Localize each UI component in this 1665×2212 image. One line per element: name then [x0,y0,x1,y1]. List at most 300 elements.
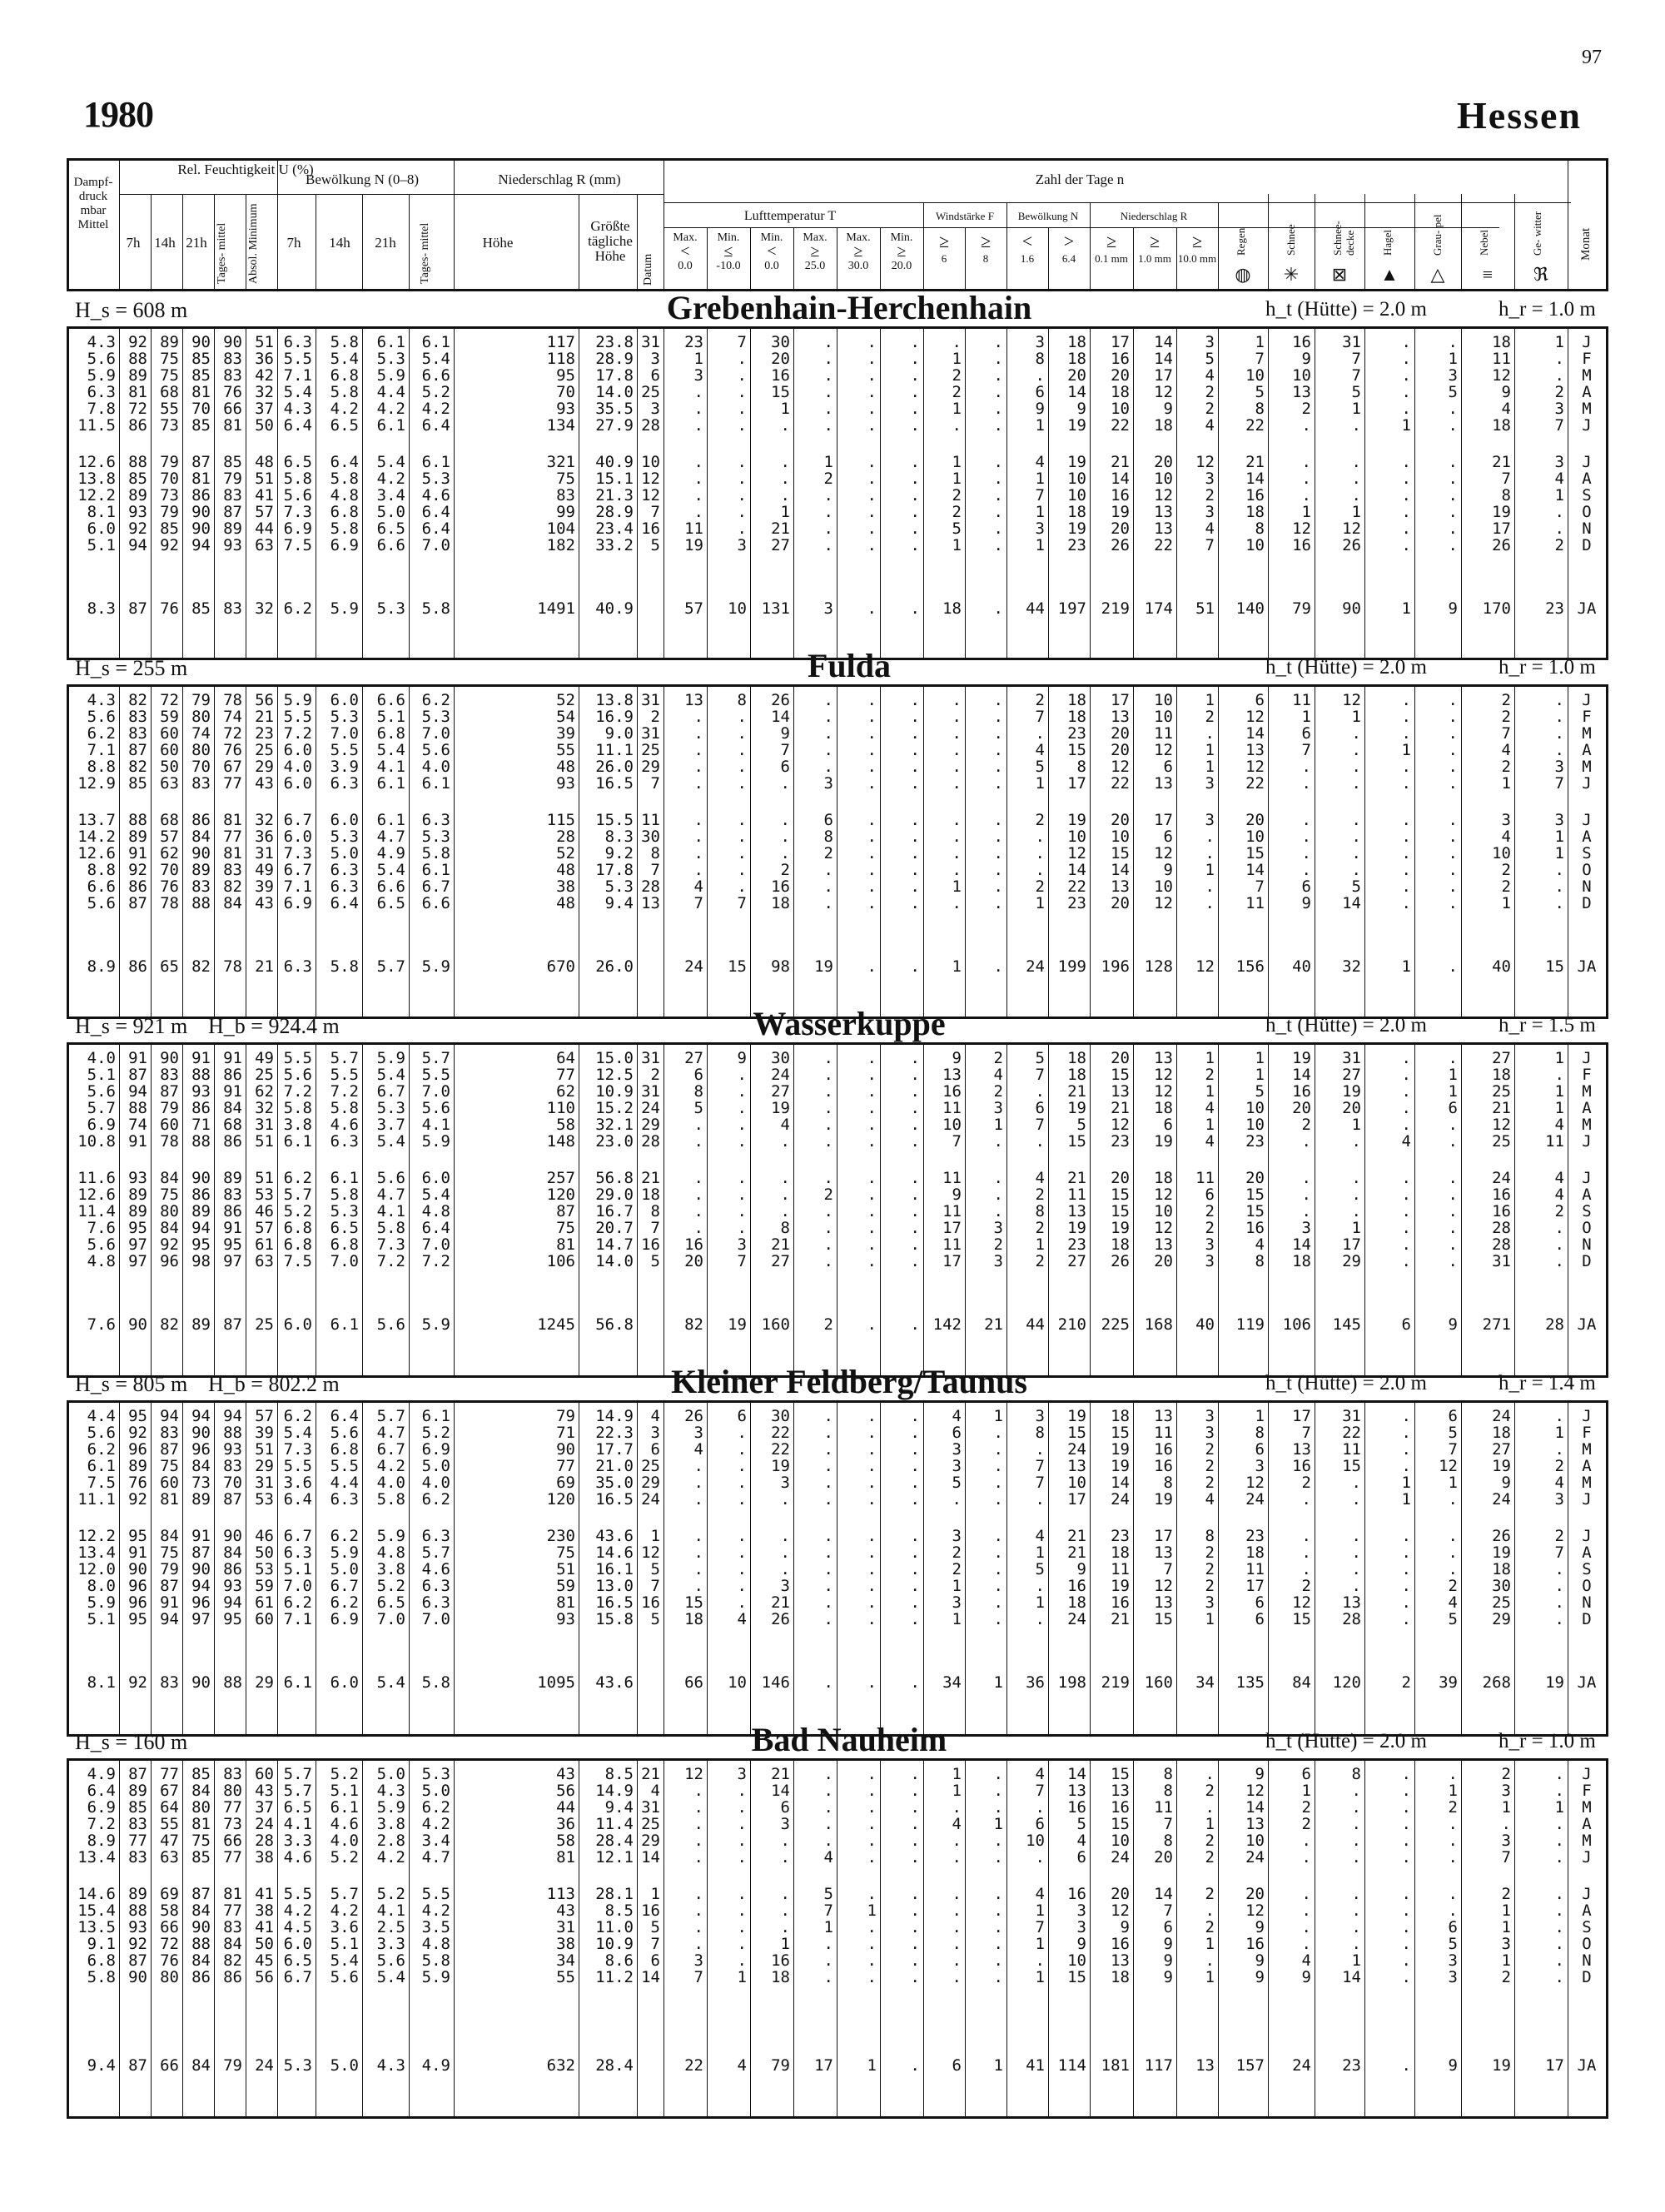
cell: . [1351,1918,1361,1936]
cell: 73 [160,416,179,435]
cell: 91 [128,1543,147,1562]
cell: . [993,894,1003,912]
cell: 50 [160,758,179,776]
cell: . [737,1457,747,1475]
cell: 6 [1035,1099,1045,1117]
cell: 6.9 [87,1116,116,1134]
cell: 55 [160,400,179,418]
cell: 5 [650,1560,660,1578]
cell: 5.7 [330,1885,359,1903]
cell: . [693,844,703,862]
cell: 31 [255,1116,274,1134]
cell: 6.0 [330,811,359,829]
cell: 14 [1067,383,1086,401]
cell: 89 [191,1202,211,1220]
cell: 10 [1245,366,1265,385]
cell: . [780,1202,790,1220]
phenomenon-col: Schnee- decke [1331,221,1356,256]
cell: 2 [1205,486,1215,505]
cell: 106 [546,1252,575,1270]
cell: . [823,741,833,759]
cell: 34 [556,1951,575,1970]
cell: . [993,844,1003,862]
cell: 70 [160,470,179,488]
cell: 75 [160,350,179,368]
cell: . [1554,1935,1564,1953]
cell: 98 [191,1252,211,1270]
cell: . [910,774,920,793]
cell: 74 [223,708,242,726]
cell: . [1401,503,1411,521]
cell: 7 [1301,1424,1311,1442]
cell: 5.9 [330,1543,359,1562]
cell: . [737,1132,747,1151]
month-row [69,692,1606,708]
cell: . [910,1577,920,1595]
cell: 1 [1448,1782,1458,1800]
cell: . [993,1543,1003,1562]
cell: 27 [1492,1440,1511,1459]
dampf-header-line: mbar [80,204,107,217]
cell: 4.9 [376,844,405,862]
cell: 12 [1245,1782,1265,1800]
cell: 1 [952,957,962,976]
cell: 54 [556,708,575,726]
cell: . [993,1560,1003,1578]
cell: . [1401,758,1411,776]
cell: . [823,691,833,709]
cell: 18 [1067,333,1086,351]
cell: . [910,877,920,896]
cell: 4 [993,1066,1003,1084]
cell: 27 [1342,1066,1361,1084]
bew-col: 7h [286,235,301,251]
cell: . [693,1577,703,1595]
cell: 16 [641,1901,660,1920]
cell: . [693,1798,703,1817]
cell: 2 [823,470,833,488]
cell: . [780,1885,790,1903]
cell: . [1351,861,1361,879]
cell: . [693,1202,703,1220]
cell: 6.8 [283,1235,312,1254]
cell: . [1401,1782,1411,1800]
cell: F [1582,350,1592,368]
cell: 83 [223,599,242,618]
cell: . [823,1457,833,1475]
cell: 12 [1154,844,1173,862]
cell: 8 [1035,1202,1045,1220]
cell: 46 [255,1202,274,1220]
cell: . [780,453,790,471]
cell: 59 [255,1577,274,1595]
cell: 90 [556,1440,575,1459]
cell: . [867,400,877,418]
cell: 6.1 [421,1407,450,1425]
cell: 1 [1035,416,1045,435]
cell [637,1316,664,1333]
cell: . [952,1832,962,1850]
cell: 56.8 [595,1169,634,1187]
cell: . [867,1815,877,1833]
cell: 12 [1154,486,1173,505]
cell: J [1582,774,1592,793]
cell: 89 [128,1782,147,1800]
cell: . [1554,1782,1564,1800]
cell: 15 [684,1593,703,1612]
cell: 6.5 [330,416,359,435]
cell: . [952,861,962,879]
cell: 86 [223,1202,242,1220]
cell: 8.9 [87,1832,116,1850]
cell: 7 [1035,1918,1045,1936]
cell: . [952,828,962,846]
cell: . [737,1490,747,1509]
cell: 3 [823,774,833,793]
cell: 10 [728,1673,747,1692]
cell: 14 [1292,1235,1311,1254]
cell: 7 [1205,536,1215,554]
cell: 43 [255,894,274,912]
cell: 90 [191,844,211,862]
cell: 87 [128,1066,147,1084]
cell: 9 [1255,1951,1265,1970]
cell: 77 [223,1901,242,1920]
cell: 3 [1205,1424,1215,1442]
cell: . [1448,1186,1458,1204]
cell: . [780,1832,790,1850]
cell: 84 [223,1543,242,1562]
cell: 5 [1255,1082,1265,1101]
cell: . [1301,1918,1311,1936]
cell: . [993,1848,1003,1867]
cell: 40 [1492,957,1511,976]
cell: 16 [1111,1798,1130,1817]
cell: 18 [1067,1049,1086,1067]
cell: 1 [1501,894,1511,912]
cell: 6.1 [283,1673,312,1692]
cell: 21 [1067,1169,1086,1187]
cell: 17 [1067,1490,1086,1509]
cell: 7.1 [283,366,312,385]
cell: O [1582,1219,1592,1237]
cell: 73 [191,1474,211,1492]
month-row [69,1491,1606,1508]
cell: 6 [1301,724,1311,743]
cell: 97 [128,1252,147,1270]
cell: 10 [1067,1951,1086,1970]
station-data [69,1050,1606,1333]
cell: 75 [160,1186,179,1204]
cell: 5.4 [421,1186,450,1204]
cell: 6 [650,366,660,385]
cell: . [737,774,747,793]
cell: N [1582,877,1592,896]
cell: 4.3 [376,1782,405,1800]
cell: 99 [556,503,575,521]
cell: 6 [650,1951,660,1970]
cell: . [737,1832,747,1850]
cell: 5.6 [421,1099,450,1117]
cell: . [867,453,877,471]
cell: . [1035,1082,1045,1101]
cell: 18 [1067,1593,1086,1612]
cell: . [693,1116,703,1134]
cell: 6.0 [283,774,312,793]
cell: 4.4 [87,1407,116,1425]
cell: 93 [191,1082,211,1101]
cell: 11 [942,1235,962,1254]
cell: 25 [255,1066,274,1084]
cell: 41 [255,1885,274,1903]
cell: . [1448,1560,1458,1578]
month-row [69,1849,1606,1866]
cell: 1 [650,1885,660,1903]
cell: . [910,1219,920,1237]
cell: 219 [1101,599,1130,618]
cell: . [737,844,747,862]
cell: 21 [984,1315,1003,1334]
cell: 15 [1545,957,1564,976]
cell: 31 [1342,333,1361,351]
cell: . [910,1935,920,1953]
cell: 5.5 [330,1066,359,1084]
cell: 1 [1351,1219,1361,1237]
cell: JA [1577,1673,1597,1692]
cell: 43 [556,1901,575,1920]
cell: 40 [1292,957,1311,976]
cell: . [1301,1527,1311,1545]
cell: 5.3 [330,828,359,846]
cell: 32.1 [595,1116,634,1134]
cell: 1 [1401,741,1411,759]
month-row [69,1458,1606,1474]
station-hr: h_r = 1.0 m [1498,1730,1596,1752]
cell: 12 [1292,519,1311,538]
cell: 27 [771,1082,790,1101]
cell: 3 [1205,1252,1215,1270]
nied-hoehe: Höhe [482,235,514,251]
cell: 25 [641,1815,660,1833]
cell: 91 [128,1132,147,1151]
station-ht: h_t (Hütte) = 2.0 m [1265,298,1427,321]
cell: 5.6 [283,486,312,505]
cell: 79 [1292,599,1311,618]
cell: 9.4 [604,1798,634,1817]
cell: . [867,1132,877,1151]
cell: 5.3 [330,708,359,726]
cell: 5.4 [330,350,359,368]
cell: A [1582,1901,1592,1920]
cell: . [867,486,877,505]
cell: 16.1 [595,1560,634,1578]
cell: 2 [1205,1457,1215,1475]
cell: . [693,1186,703,1204]
cell: 1 [1401,1490,1411,1509]
cell: . [823,1132,833,1151]
station-hr: h_r = 1.0 m [1498,298,1596,321]
cell: 6.7 [283,1527,312,1545]
cell: 9.4 [87,2056,116,2075]
cell: M [1582,1440,1592,1459]
cell: . [693,1490,703,1509]
cell: 91 [128,1049,147,1067]
station-header [67,1005,1608,1042]
cell: 268 [1482,1673,1511,1692]
cell: . [737,453,747,471]
cell: 115 [546,811,575,829]
cell: . [780,1186,790,1204]
cell: . [867,366,877,385]
cell: 5 [952,1474,962,1492]
cell: . [910,828,920,846]
cell: 7.0 [330,724,359,743]
cell: 3 [1554,453,1564,471]
cell: 3.6 [330,1918,359,1936]
cell: 25 [255,1315,274,1334]
cell: 2 [1205,1782,1215,1800]
cell: . [693,811,703,829]
cell: 11 [1154,1424,1173,1442]
cell: 66 [160,1918,179,1936]
zahl-col: ≥ 1.0 mm [1138,231,1171,265]
cell: . [823,1082,833,1101]
cell: 3 [1501,1935,1511,1953]
cell: 6.1 [330,1798,359,1817]
cell: . [693,1935,703,1953]
cell: 81 [128,383,147,401]
cell: . [867,1066,877,1084]
cell: 21 [1492,1099,1511,1117]
cell: . [823,1066,833,1084]
cell: 15.2 [595,1099,634,1117]
cell: 29 [255,1673,274,1692]
cell: 6.6 [421,366,450,385]
cell: 9 [1255,1968,1265,1986]
page-number: 97 [1582,47,1602,68]
cell: 11.4 [77,1202,116,1220]
cell: 6.3 [283,333,312,351]
cell: 2 [1554,383,1564,401]
cell: . [823,1169,833,1187]
cell: 91 [223,1082,242,1101]
cell: 16 [1067,1577,1086,1595]
cell: 2 [1205,400,1215,418]
cell: 6.6 [376,691,405,709]
month-row [69,520,1606,537]
cell: 10 [1026,1832,1045,1850]
cell: 4 [693,877,703,896]
cell: 4.6 [330,1815,359,1833]
cell: 1 [1501,774,1511,793]
cell: . [867,1424,877,1442]
cell: 12 [1154,1219,1173,1237]
cell: 2 [1035,811,1045,829]
cell: 5 [1076,1116,1086,1134]
cell: 88 [128,453,147,471]
cell: 4.3 [283,400,312,418]
cell: 90 [191,1169,211,1187]
annual-total-row [69,1316,1606,1333]
cell: 5.4 [330,1951,359,1970]
cell: . [1401,1935,1411,1953]
cell: . [1448,453,1458,471]
cell: 4 [1035,1169,1045,1187]
cell: 4.3 [87,691,116,709]
cell: 15 [1111,844,1130,862]
cell: 44 [1026,1315,1045,1334]
cell: 3 [693,1951,703,1970]
station-table [67,1400,1608,1737]
cell: . [1351,1815,1361,1833]
cell: 85 [191,416,211,435]
cell: . [737,1527,747,1545]
cell: 21 [1111,1610,1130,1628]
cell: 7 [1501,1848,1511,1867]
cell: 29 [641,1116,660,1134]
cell: 76 [160,877,179,896]
cell: 81 [191,1815,211,1833]
cell: . [823,1673,833,1692]
annual-total-row [69,958,1606,975]
cell: 1 [1401,1474,1411,1492]
cell: . [693,503,703,521]
cell: O [1582,1577,1592,1595]
cell: 1 [1035,470,1045,488]
cell: 14 [1067,861,1086,879]
cell: . [1554,724,1564,743]
cell: . [823,1527,833,1545]
cell: 32 [255,599,274,618]
cell: 25 [1492,1082,1511,1101]
cell: 13 [684,691,703,709]
cell: 87 [128,599,147,618]
cell: 9 [1255,1765,1265,1783]
cell: 84 [160,1169,179,1187]
cell: 6.3 [330,877,359,896]
cell: 14.0 [595,383,634,401]
cell: . [910,470,920,488]
cell: 4 [1448,1593,1458,1612]
cell: . [1401,1440,1411,1459]
cell: 94 [191,1219,211,1237]
cell: 3.4 [421,1832,450,1850]
cell: 157 [1235,2056,1265,2075]
cell: 1 [1035,1968,1045,1986]
cell: 5.3 [330,1202,359,1220]
cell: 3 [780,1815,790,1833]
cell: 51 [255,1132,274,1151]
cell: 85 [223,453,242,471]
cell: 58 [556,1116,575,1134]
cell: 168 [1144,1315,1173,1334]
cell: 63 [160,774,179,793]
cell: 2 [1501,708,1511,726]
cell: 33.2 [595,536,634,554]
cell: . [1401,1169,1411,1187]
cell: 15 [1111,1066,1130,1084]
cell: 83 [223,861,242,879]
cell: . [737,1543,747,1562]
cell: 11.1 [595,741,634,759]
month-row [69,1578,1606,1594]
cell: 21 [1245,453,1265,471]
cell: 14 [1111,1474,1130,1492]
cell: . [1035,828,1045,846]
cell: 10 [1154,470,1173,488]
feucht-col: 21h [186,235,207,251]
cell: 18 [1067,708,1086,726]
